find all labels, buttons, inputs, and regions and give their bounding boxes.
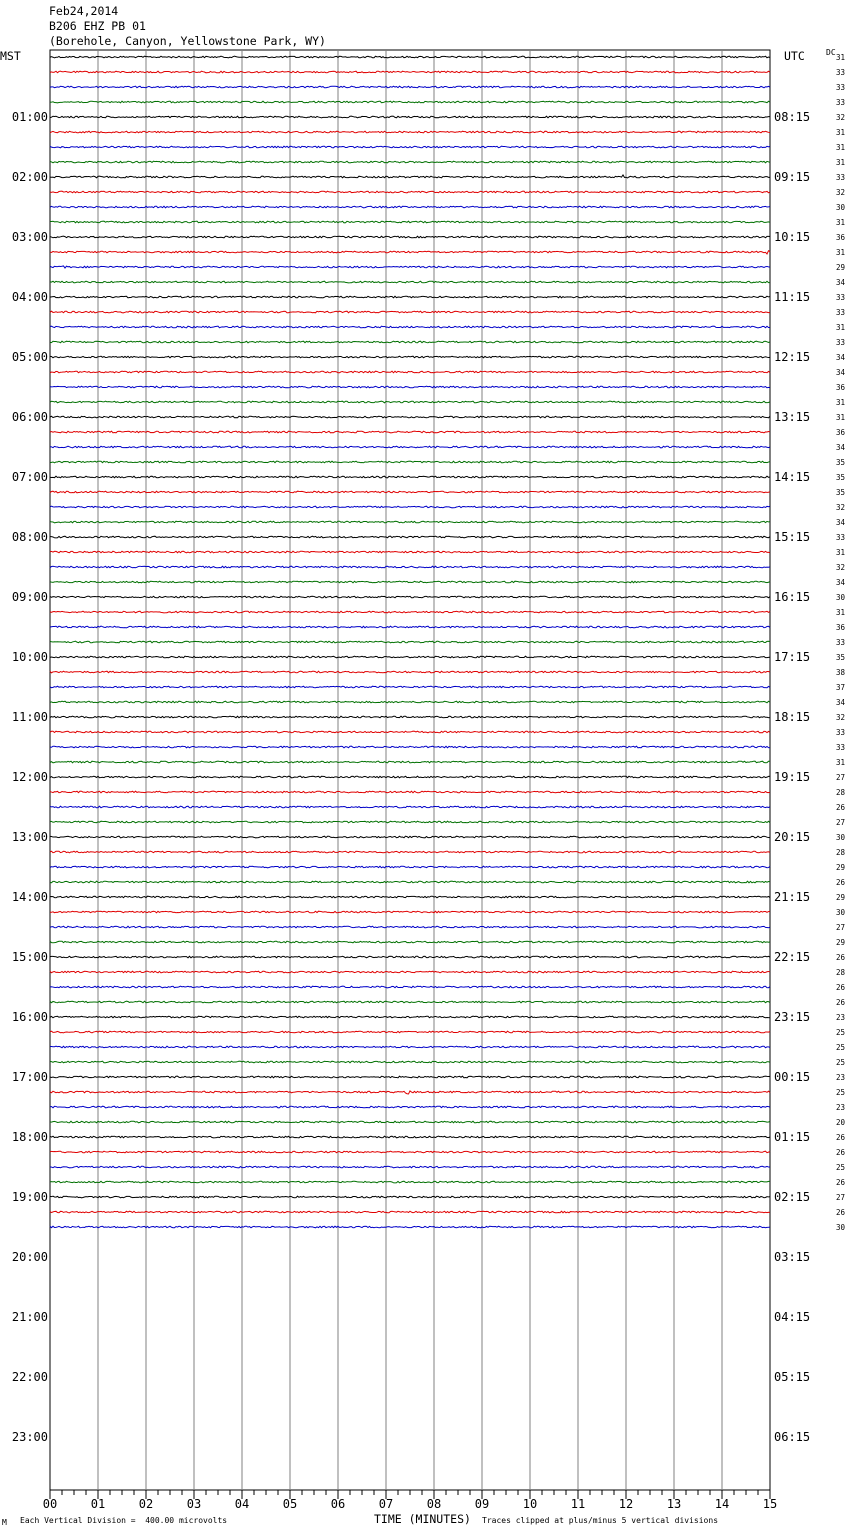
dc-offset-label: 31: [836, 218, 846, 227]
dc-offset-label: 30: [836, 593, 846, 602]
trace-row: [50, 1181, 770, 1183]
trace-row: [50, 806, 770, 808]
left-zone-label: MST: [0, 49, 21, 63]
dc-offset-label: 23: [836, 1013, 846, 1022]
mst-hour-label: 20:00: [11, 1250, 48, 1264]
x-tick-label: 14: [714, 1497, 730, 1511]
dc-offset-label: 31: [836, 608, 846, 617]
dc-offset-label: 26: [836, 1133, 846, 1142]
label-layer: [12, 53, 846, 1511]
dc-offset-label: 36: [836, 233, 846, 242]
utc-hour-label: 20:15: [774, 830, 811, 844]
trace-row: [50, 236, 770, 238]
mst-hour-label: 06:00: [11, 410, 48, 424]
dc-offset-label: 35: [836, 488, 846, 497]
trace-row: [50, 626, 770, 628]
trace-row: [50, 431, 770, 433]
dc-offset-label: 28: [836, 788, 846, 797]
x-tick-label: 07: [378, 1497, 394, 1511]
trace-row: [50, 866, 770, 868]
trace-row: [50, 1016, 770, 1018]
dc-offset-label: 33: [836, 638, 846, 647]
trace-row: [50, 611, 770, 613]
trace-row: [50, 1211, 770, 1213]
dc-offset-label: 31: [836, 548, 846, 557]
trace-row: [50, 1061, 770, 1063]
clip-note: Traces clipped at plus/minus 5 vertical divisions: [482, 1516, 719, 1525]
trace-row: [50, 71, 770, 73]
dc-offset-label: 33: [836, 98, 846, 107]
trace-row: [50, 731, 770, 733]
trace-row: [50, 116, 770, 118]
trace-row: [50, 101, 770, 103]
dc-offset-label: 32: [836, 503, 846, 512]
dc-offset-label: 26: [836, 803, 846, 812]
trace-row: [50, 1046, 770, 1048]
trace-row: [50, 1091, 770, 1094]
dc-offset-label: 38: [836, 668, 846, 677]
dc-offset-label: 28: [836, 848, 846, 857]
dc-offset-label: 31: [836, 248, 846, 257]
utc-hour-label: 21:15: [774, 890, 811, 904]
trace-row: [50, 281, 770, 283]
dc-offset-label: 33: [836, 743, 846, 752]
trace-row: [50, 1031, 770, 1033]
utc-hour-label: 06:15: [774, 1430, 811, 1444]
trace-row: [50, 341, 770, 343]
trace-row: [50, 1106, 770, 1108]
trace-row: [50, 506, 770, 508]
trace-row: [50, 776, 770, 778]
trace-row: [50, 986, 770, 988]
trace-row: [50, 461, 770, 463]
dc-offset-label: 33: [836, 728, 846, 737]
dc-offset-label: 34: [836, 353, 846, 362]
trace-row: [50, 821, 770, 823]
scale-note: Each Vertical Division = 400.00 microvolts: [20, 1516, 228, 1525]
trace-row: [50, 131, 770, 133]
trace-row: [50, 86, 770, 88]
trace-row: [50, 356, 770, 358]
trace-row: [50, 401, 770, 403]
trace-row: [50, 566, 770, 568]
dc-offset-label: 33: [836, 83, 846, 92]
trace-row: [50, 266, 770, 268]
dc-offset-label: 26: [836, 998, 846, 1007]
x-axis-label: TIME (MINUTES): [374, 1512, 471, 1526]
dc-offset-label: 25: [836, 1028, 846, 1037]
trace-layer: [50, 56, 770, 1228]
trace-row: [50, 896, 770, 898]
trace-row: [50, 326, 770, 328]
utc-hour-label: 09:15: [774, 170, 811, 184]
dc-offset-label: 26: [836, 983, 846, 992]
trace-row: [50, 251, 770, 254]
trace-row: [50, 206, 770, 208]
trace-row: [50, 551, 770, 553]
x-tick-label: 11: [570, 1497, 586, 1511]
dc-offset-label: 36: [836, 428, 846, 437]
dc-offset-label: 31: [836, 143, 846, 152]
dc-offset-label: 30: [836, 908, 846, 917]
trace-row: [50, 311, 770, 313]
utc-hour-label: 19:15: [774, 770, 811, 784]
dc-offset-label: 31: [836, 758, 846, 767]
trace-row: [50, 761, 770, 763]
x-tick-label: 00: [42, 1497, 58, 1511]
x-tick-label: 12: [618, 1497, 634, 1511]
dc-offset-label: 32: [836, 713, 846, 722]
trace-row: [50, 791, 770, 793]
mst-hour-label: 07:00: [11, 470, 48, 484]
mst-hour-label: 01:00: [11, 110, 48, 124]
right-zone-label: UTC: [784, 49, 805, 63]
dc-offset-label: 31: [836, 128, 846, 137]
mst-hour-label: 12:00: [11, 770, 48, 784]
dc-offset-label: 26: [836, 1148, 846, 1157]
dc-offset-label: 25: [836, 1088, 846, 1097]
trace-row: [50, 1151, 770, 1153]
utc-hour-label: 16:15: [774, 590, 811, 604]
mst-hour-label: 08:00: [11, 530, 48, 544]
header-location: (Borehole, Canyon, Yellowstone Park, WY): [49, 34, 326, 48]
dc-offset-label: 34: [836, 278, 846, 287]
trace-row: [50, 581, 770, 583]
trace-row: [50, 596, 770, 598]
dc-offset-label: 34: [836, 698, 846, 707]
trace-row: [50, 491, 770, 493]
trace-row: [50, 1121, 770, 1123]
mst-hour-label: 11:00: [11, 710, 48, 724]
trace-row: [50, 851, 770, 853]
trace-row: [50, 536, 770, 538]
dc-offset-label: 35: [836, 473, 846, 482]
utc-hour-label: 14:15: [774, 470, 811, 484]
trace-row: [50, 971, 770, 973]
utc-hour-label: 12:15: [774, 350, 811, 364]
utc-hour-label: 17:15: [774, 650, 811, 664]
corner-mark: M: [2, 1518, 7, 1527]
mst-hour-label: 23:00: [11, 1430, 48, 1444]
x-tick-label: 13: [666, 1497, 682, 1511]
utc-hour-label: 23:15: [774, 1010, 811, 1024]
trace-row: [50, 701, 770, 703]
mst-hour-label: 22:00: [11, 1370, 48, 1384]
dc-offset-label: 34: [836, 443, 846, 452]
header-date: Feb24,2014: [49, 4, 119, 18]
dc-offset-label: 29: [836, 263, 846, 272]
x-tick-label: 04: [234, 1497, 250, 1511]
dc-offset-label: 34: [836, 578, 846, 587]
dc-offset-label: 32: [836, 113, 846, 122]
dc-offset-label: 25: [836, 1163, 846, 1172]
dc-offset-label: 30: [836, 833, 846, 842]
mst-hour-label: 16:00: [11, 1010, 48, 1024]
trace-row: [50, 221, 770, 223]
dc-offset-label: 33: [836, 68, 846, 77]
x-tick-label: 03: [186, 1497, 202, 1511]
utc-hour-label: 08:15: [774, 110, 811, 124]
dc-offset-label: 25: [836, 1058, 846, 1067]
mst-hour-label: 17:00: [11, 1070, 48, 1084]
dc-offset-label: 29: [836, 893, 846, 902]
dc-offset-label: 31: [836, 158, 846, 167]
trace-row: [50, 386, 770, 388]
dc-offset-label: 31: [836, 53, 846, 62]
x-tick-label: 15: [762, 1497, 778, 1511]
x-tick-label: 10: [522, 1497, 538, 1511]
dc-offset-label: 26: [836, 1178, 846, 1187]
utc-hour-label: 01:15: [774, 1130, 811, 1144]
trace-row: [50, 941, 770, 943]
mst-hour-label: 02:00: [11, 170, 48, 184]
dc-offset-label: 27: [836, 923, 846, 932]
trace-row: [50, 1076, 770, 1078]
trace-row: [50, 1166, 770, 1168]
dc-offset-label: 36: [836, 383, 846, 392]
dc-offset-label: 26: [836, 878, 846, 887]
x-tick-label: 02: [138, 1497, 154, 1511]
dc-offset-label: 27: [836, 818, 846, 827]
utc-hour-label: 15:15: [774, 530, 811, 544]
x-tick-label: 09: [474, 1497, 490, 1511]
dc-offset-label: 31: [836, 323, 846, 332]
dc-offset-label: 20: [836, 1118, 846, 1127]
trace-row: [50, 476, 770, 478]
dc-offset-label: 28: [836, 968, 846, 977]
mst-hour-label: 18:00: [11, 1130, 48, 1144]
trace-row: [50, 446, 770, 448]
mst-hour-label: 19:00: [11, 1190, 48, 1204]
dc-offset-label: 30: [836, 1223, 846, 1232]
trace-row: [50, 371, 770, 373]
dc-label: DC: [826, 48, 836, 57]
trace-row: [50, 641, 770, 643]
trace-row: [50, 146, 770, 148]
dc-offset-label: 32: [836, 188, 846, 197]
mst-hour-label: 04:00: [11, 290, 48, 304]
trace-row: [50, 175, 770, 178]
trace-row: [50, 191, 770, 193]
trace-row: [50, 836, 770, 838]
mst-hour-label: 03:00: [11, 230, 48, 244]
dc-offset-label: 31: [836, 413, 846, 422]
mst-hour-label: 15:00: [11, 950, 48, 964]
dc-offset-label: 26: [836, 953, 846, 962]
utc-hour-label: 02:15: [774, 1190, 811, 1204]
dc-offset-label: 33: [836, 338, 846, 347]
dc-offset-label: 27: [836, 773, 846, 782]
trace-row: [50, 1001, 770, 1003]
dc-offset-label: 34: [836, 368, 846, 377]
x-tick-label: 08: [426, 1497, 442, 1511]
dc-offset-label: 34: [836, 518, 846, 527]
mst-hour-label: 14:00: [11, 890, 48, 904]
dc-offset-label: 23: [836, 1103, 846, 1112]
utc-hour-label: 05:15: [774, 1370, 811, 1384]
trace-row: [50, 1226, 770, 1228]
utc-hour-label: 11:15: [774, 290, 811, 304]
trace-row: [50, 521, 770, 523]
trace-row: [50, 911, 770, 913]
dc-offset-label: 26: [836, 1208, 846, 1217]
trace-row: [50, 1136, 770, 1138]
dc-offset-label: 33: [836, 308, 846, 317]
dc-offset-label: 29: [836, 938, 846, 947]
dc-offset-label: 37: [836, 683, 846, 692]
trace-row: [50, 161, 770, 163]
utc-hour-label: 10:15: [774, 230, 811, 244]
mst-hour-label: 10:00: [11, 650, 48, 664]
dc-offset-label: 33: [836, 173, 846, 182]
trace-row: [50, 926, 770, 928]
trace-row: [50, 746, 770, 748]
dc-offset-label: 33: [836, 293, 846, 302]
trace-row: [50, 656, 770, 658]
trace-row: [50, 1196, 770, 1198]
trace-row: [50, 881, 770, 883]
utc-hour-label: 22:15: [774, 950, 811, 964]
trace-row: [50, 716, 770, 718]
mst-hour-label: 09:00: [11, 590, 48, 604]
utc-hour-label: 00:15: [774, 1070, 811, 1084]
mst-hour-label: 21:00: [11, 1310, 48, 1324]
dc-offset-label: 36: [836, 623, 846, 632]
dc-offset-label: 32: [836, 563, 846, 572]
trace-row: [50, 296, 770, 298]
utc-hour-label: 13:15: [774, 410, 811, 424]
dc-offset-label: 30: [836, 203, 846, 212]
x-tick-label: 06: [330, 1497, 346, 1511]
dc-offset-label: 33: [836, 533, 846, 542]
utc-hour-label: 03:15: [774, 1250, 811, 1264]
dc-offset-label: 31: [836, 398, 846, 407]
mst-hour-label: 13:00: [11, 830, 48, 844]
header-station: B206 EHZ PB 01: [49, 19, 146, 33]
dc-offset-label: 35: [836, 458, 846, 467]
dc-offset-label: 23: [836, 1073, 846, 1082]
dc-offset-label: 29: [836, 863, 846, 872]
trace-row: [50, 56, 770, 58]
dc-offset-label: 27: [836, 1193, 846, 1202]
trace-row: [50, 686, 770, 688]
trace-row: [50, 416, 770, 418]
mst-hour-label: 05:00: [11, 350, 48, 364]
dc-offset-label: 35: [836, 653, 846, 662]
dc-offset-label: 25: [836, 1043, 846, 1052]
utc-hour-label: 18:15: [774, 710, 811, 724]
trace-row: [50, 956, 770, 958]
x-tick-label: 01: [90, 1497, 106, 1511]
x-tick-label: 05: [282, 1497, 298, 1511]
trace-row: [50, 671, 770, 673]
utc-hour-label: 04:15: [774, 1310, 811, 1324]
